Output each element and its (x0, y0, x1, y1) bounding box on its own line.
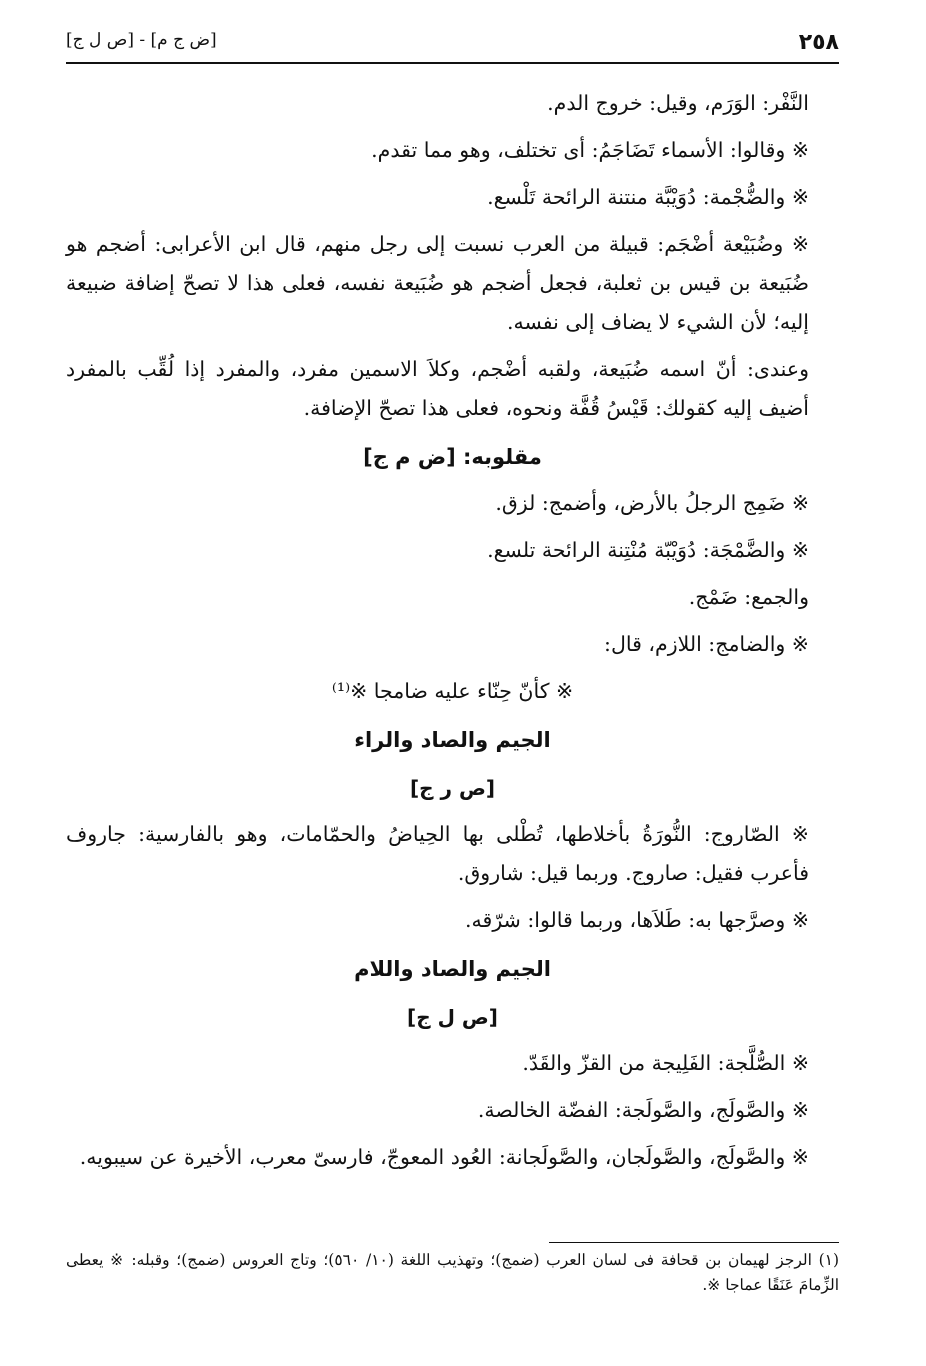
paragraph: ※ والضُّجْمة: دُوَيْبَّة منتنة الرائحة تَلْسع. (487, 185, 809, 209)
page-number: ٢٥٨ (798, 30, 839, 55)
root-heading: [ص ر ج] (409, 776, 496, 800)
paragraph: ※ والصَّولَج، والصَّولَجة: الفضّة الخالصة. (477, 1098, 809, 1122)
paragraph: وعندى: أنّ اسمه ضُبَيعة، ولقبه أضْجم، وكلاَ الاسمين مفرد، والمفرد إذا لُقِّب بالمفرد أضيف إليه كقولك: قَيْسُ قُفَّة ونحوه، فعلى هذا تصحّ الإضافة. (66, 357, 809, 420)
paragraph: ※ الصُّلَّجة: الفَلِيجة من القزّ والقَدّ. (522, 1051, 809, 1075)
running-head: [ض ج م] - [ص ل ج] (66, 30, 217, 50)
page-header (66, 18, 839, 64)
paragraph: ※ والصَّولَج، والصَّولَجان، والصَّولَجانة: العُود المعوجّ، فارسىّ معرب، الأخيرة عن سيبويه. (79, 1145, 809, 1169)
paragraph: ※ وصرَّجها به: طَلاَها، وربما قالوا: شرّقه. (465, 908, 809, 932)
section-heading: الجيم والصاد واللام (354, 957, 551, 981)
paragraph: ※ وقالوا: الأسماء تَضَاجَمُ: أى تختلف، وهو مما تقدم. (371, 138, 809, 162)
section-heading: الجيم والصاد والراء (354, 728, 551, 752)
paragraph: ※ والضامج: اللازم، قال: (604, 632, 809, 656)
root-heading: [ص ل ج] (407, 1005, 498, 1029)
body-text (66, 84, 839, 1185)
verse-line: ※ كأنّ حِنّاء عليه ضامجا ※⁽¹⁾ (331, 679, 574, 703)
paragraph: ※ وضُبَيْعة أضْجَم: قبيلة من العرب نسبت إلى رجل منهم، قال ابن الأعرابى: أضجم هو ضُبَيعة بن قيس بن ثعلبة، فجعل أضجم هو ضُبَيعة نفسه، فعلى هذا لا تصحّ إضافة ضبيعة إليه؛ لأن الشيء لا يضاف إلى نفسه. (66, 232, 809, 334)
paragraph: ※ والضَّمْجَة: دُوَيْبّة مُنْتِنة الرائحة تلسع. (487, 538, 809, 562)
paragraph: والجمع: ضَمْج. (688, 585, 809, 609)
footnote: (١) الرجز لهيمان بن قحافة فى لسان العرب (ضمج)؛ وتهذيب اللغة (١٠/ ٥٦٠)؛ وتاج العروس (ضمج)؛ وقبله: ※ يعطى الزِّمامَ عَنَقًا عماجا ※. (66, 1251, 840, 1294)
book-page (66, 18, 839, 1338)
section-heading: مقلوبه: [ض م ج] (363, 445, 542, 469)
paragraph: النَّفْر: الوَرَم، وقيل: خروج الدم. (547, 91, 809, 115)
paragraph: ※ ضَمِج الرجلُ بالأرض، وأضمج: لزق. (495, 491, 809, 515)
paragraph: ※ الصّاروج: النُّورَةُ بأخلاطها، تُطْلى بها الحِياضُ والحمّامات، وهو بالفارسية: جاروف فأعرب فقيل: صاروج. وربما قيل: شاروق. (66, 822, 809, 885)
footnote-divider (549, 1242, 839, 1243)
